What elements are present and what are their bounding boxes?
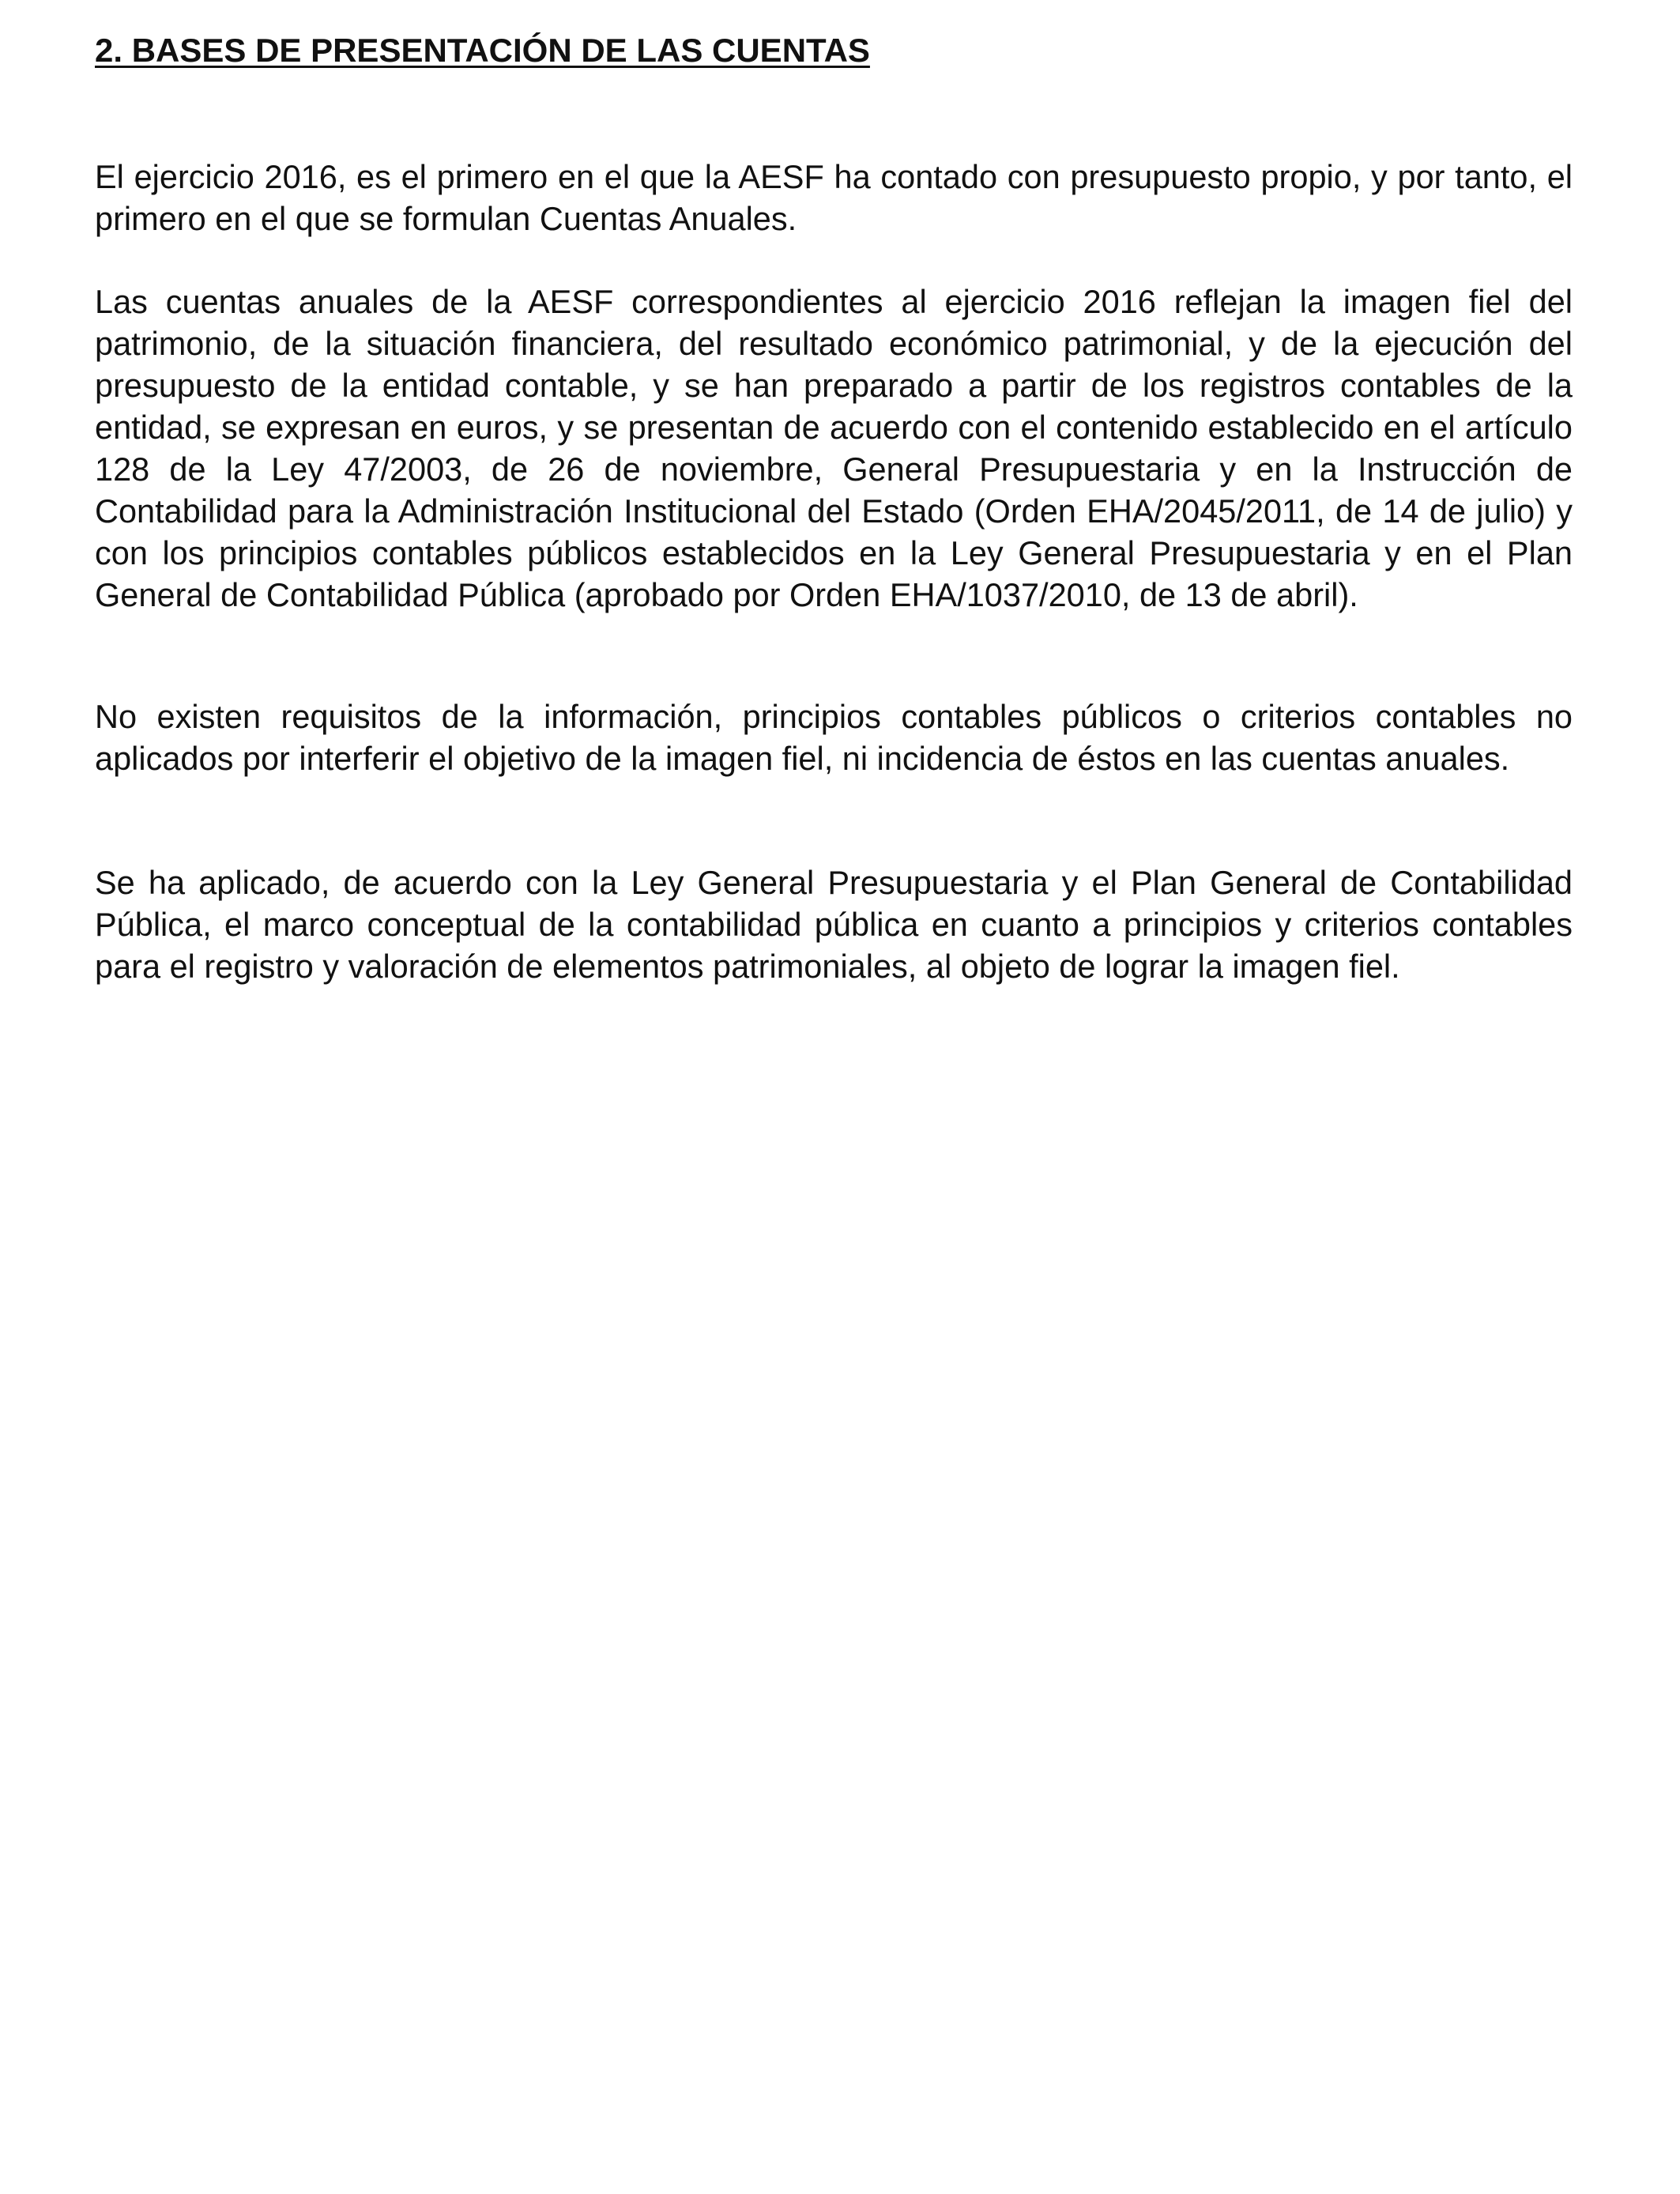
section-title: 2. BASES DE PRESENTACIÓN DE LAS CUENTAS [95, 32, 870, 69]
paragraph-no-unapplied-principles: No existen requisitos de la información, principios contables públicos o criterios contables no aplicados por interferir el objetivo de la imagen fiel, ni incidencia de éstos en las cuentas anuales. [95, 698, 1573, 777]
paragraph-annual-accounts-basis: Las cuentas anuales de la AESF correspondientes al ejercicio 2016 reflejan la imagen fiel del patrimonio, de la situación financiera, del resultado económico patrimonial, y de la ejecución del presupuesto de la entidad contable, y se han preparado a partir de los registros contables de la entidad, se expresan en euros, y se presentan de acuerdo con el contenido establecido en el artículo 128 de la Ley 47/2003, de 26 de noviembre, General Presupuestaria y en la Instrucción de Contabilidad para la Administración Institucional del Estado (Orden EHA/2045/2011, de 14 de julio) y con los principios contables públicos establecidos en la Ley General Presupuestaria y en el Plan General de Contabilidad Pública (aprobado por Orden EHA/1037/2010, de 13 de abril). [95, 283, 1573, 613]
paragraph-conceptual-framework: Se ha aplicado, de acuerdo con la Ley General Presupuestaria y el Plan General de Contabilidad Pública, el marco conceptual de la contabilidad pública en cuanto a principios y criterios contables para el registro y valoración de elementos patrimoniales, al objeto de lograr la imagen fiel. [95, 864, 1573, 985]
paragraph-first-budget-year: El ejercicio 2016, es el primero en el que la AESF ha contado con presupuesto propio, y por tanto, el primero en el que se formulan Cuentas Anuales. [95, 158, 1573, 237]
